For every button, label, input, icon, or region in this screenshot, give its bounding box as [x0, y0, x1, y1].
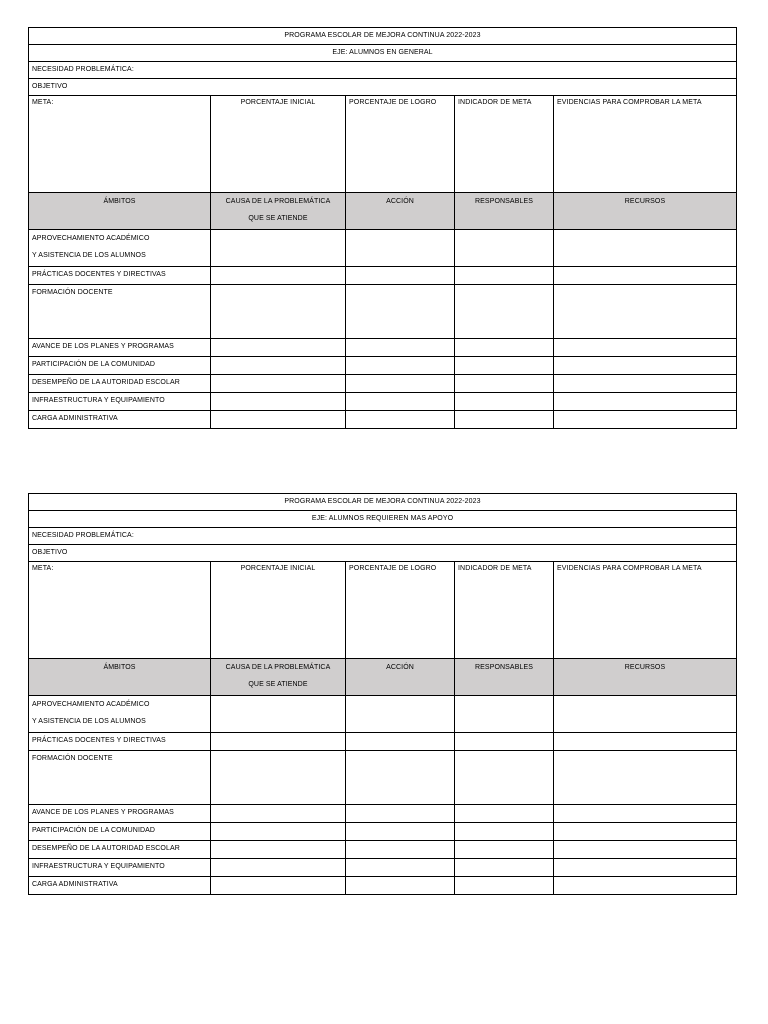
ambito-label: PARTICIPACIÓN DE LA COMUNIDAD — [29, 357, 211, 375]
ambito-label: INFRAESTRUCTURA Y EQUIPAMIENTO — [29, 393, 211, 411]
input-cell[interactable] — [346, 285, 455, 339]
input-cell[interactable] — [211, 733, 346, 751]
table-row — [29, 859, 737, 877]
input-cell[interactable] — [346, 841, 455, 859]
ambito-label: AVANCE DE LOS PLANES Y PROGRAMAS — [29, 339, 211, 357]
program-form-mas-apoyo — [28, 493, 737, 895]
input-cell[interactable] — [346, 411, 455, 429]
table-row — [29, 751, 737, 805]
input-cell[interactable] — [554, 841, 737, 859]
table-row — [29, 877, 737, 895]
necesidad-field[interactable]: NECESIDAD PROBLEMÁTICA: — [29, 62, 737, 79]
table-row — [29, 823, 737, 841]
ambito-label — [29, 696, 211, 733]
porcentaje-inicial-cell[interactable]: PORCENTAJE INICIAL — [211, 96, 346, 193]
eje-label: EJE: ALUMNOS REQUIEREN MAS APOYO — [29, 511, 737, 528]
input-cell[interactable] — [554, 357, 737, 375]
ambito-label: PRÁCTICAS DOCENTES Y DIRECTIVAS — [29, 267, 211, 285]
table-row — [29, 393, 737, 411]
header-responsables: RESPONSABLES — [455, 193, 554, 230]
input-cell[interactable] — [346, 859, 455, 877]
header-recursos: RECURSOS — [554, 659, 737, 696]
ambito-line2: Y ASISTENCIA DE LOS ALUMNOS — [32, 718, 146, 725]
ambito-label: FORMACIÓN DOCENTE — [29, 751, 211, 805]
ambito-label: DESEMPEÑO DE LA AUTORIDAD ESCOLAR — [29, 841, 211, 859]
input-cell[interactable] — [346, 375, 455, 393]
table-row — [29, 375, 737, 393]
input-cell[interactable] — [554, 339, 737, 357]
ambito-line1: APROVECHAMIENTO ACADÉMICO — [32, 235, 150, 242]
input-cell[interactable] — [346, 877, 455, 895]
program-form-general — [28, 27, 737, 429]
table-row — [29, 733, 737, 751]
porcentaje-logro-cell[interactable]: PORCENTAJE DE LOGRO — [346, 562, 455, 659]
input-cell[interactable] — [455, 823, 554, 841]
input-cell[interactable] — [346, 696, 455, 733]
evidencias-cell[interactable]: EVIDENCIAS PARA COMPROBAR LA META — [554, 562, 737, 659]
ambito-label — [29, 230, 211, 267]
header-accion: ACCIÓN — [346, 659, 455, 696]
eje-label: EJE: ALUMNOS EN GENERAL — [29, 45, 737, 62]
header-causa — [211, 659, 346, 696]
ambito-label: CARGA ADMINISTRATIVA — [29, 877, 211, 895]
header-ambitos: ÁMBITOS — [29, 193, 211, 230]
header-causa-line2: QUE SE ATIENDE — [248, 215, 308, 222]
table-row — [29, 841, 737, 859]
table-row — [29, 339, 737, 357]
table-row — [29, 411, 737, 429]
input-cell[interactable] — [455, 751, 554, 805]
table-row — [29, 230, 737, 267]
ambito-label: AVANCE DE LOS PLANES Y PROGRAMAS — [29, 805, 211, 823]
input-cell[interactable] — [455, 733, 554, 751]
ambito-label: PARTICIPACIÓN DE LA COMUNIDAD — [29, 823, 211, 841]
input-cell[interactable] — [211, 877, 346, 895]
ambito-label: INFRAESTRUCTURA Y EQUIPAMIENTO — [29, 859, 211, 877]
input-cell[interactable] — [554, 267, 737, 285]
input-cell[interactable] — [211, 267, 346, 285]
input-cell[interactable] — [211, 393, 346, 411]
input-cell[interactable] — [346, 230, 455, 267]
table-row — [29, 805, 737, 823]
input-cell[interactable] — [455, 230, 554, 267]
ambito-label: FORMACIÓN DOCENTE — [29, 285, 211, 339]
input-cell[interactable] — [346, 339, 455, 357]
header-responsables: RESPONSABLES — [455, 659, 554, 696]
input-cell[interactable] — [211, 805, 346, 823]
input-cell[interactable] — [554, 823, 737, 841]
input-cell[interactable] — [455, 411, 554, 429]
table-row — [29, 285, 737, 339]
input-cell[interactable] — [346, 393, 455, 411]
input-cell[interactable] — [554, 393, 737, 411]
header-recursos: RECURSOS — [554, 193, 737, 230]
header-accion: ACCIÓN — [346, 193, 455, 230]
header-causa-line1: CAUSA DE LA PROBLEMÁTICA — [225, 198, 331, 205]
necesidad-field[interactable]: NECESIDAD PROBLEMÁTICA: — [29, 528, 737, 545]
indicador-meta-cell[interactable]: INDICADOR DE META — [455, 562, 554, 659]
input-cell[interactable] — [211, 696, 346, 733]
form-title: PROGRAMA ESCOLAR DE MEJORA CONTINUA 2022-2023 — [29, 494, 737, 511]
input-cell[interactable] — [211, 230, 346, 267]
input-cell[interactable] — [346, 805, 455, 823]
ambito-line2: Y ASISTENCIA DE LOS ALUMNOS — [32, 252, 146, 259]
ambito-label: DESEMPEÑO DE LA AUTORIDAD ESCOLAR — [29, 375, 211, 393]
input-cell[interactable] — [554, 733, 737, 751]
input-cell[interactable] — [455, 696, 554, 733]
input-cell[interactable] — [554, 285, 737, 339]
input-cell[interactable] — [346, 267, 455, 285]
input-cell[interactable] — [455, 375, 554, 393]
input-cell[interactable] — [211, 859, 346, 877]
porcentaje-inicial-cell[interactable]: PORCENTAJE INICIAL — [211, 562, 346, 659]
input-cell[interactable] — [554, 411, 737, 429]
form-title: PROGRAMA ESCOLAR DE MEJORA CONTINUA 2022-2023 — [29, 28, 737, 45]
input-cell[interactable] — [346, 733, 455, 751]
evidencias-cell[interactable]: EVIDENCIAS PARA COMPROBAR LA META — [554, 96, 737, 193]
objetivo-field[interactable]: OBJETIVO — [29, 79, 737, 96]
meta-cell[interactable]: META: — [29, 96, 211, 193]
input-cell[interactable] — [211, 285, 346, 339]
header-causa — [211, 193, 346, 230]
input-cell[interactable] — [346, 357, 455, 375]
input-cell[interactable] — [554, 230, 737, 267]
objetivo-field[interactable]: OBJETIVO — [29, 545, 737, 562]
input-cell[interactable] — [455, 285, 554, 339]
input-cell[interactable] — [554, 859, 737, 877]
header-causa-line2: QUE SE ATIENDE — [248, 681, 308, 688]
input-cell[interactable] — [455, 357, 554, 375]
indicador-meta-cell[interactable]: INDICADOR DE META — [455, 96, 554, 193]
header-causa-line1: CAUSA DE LA PROBLEMÁTICA — [225, 664, 331, 671]
porcentaje-logro-cell[interactable]: PORCENTAJE DE LOGRO — [346, 96, 455, 193]
input-cell[interactable] — [211, 411, 346, 429]
input-cell[interactable] — [211, 375, 346, 393]
meta-cell[interactable]: META: — [29, 562, 211, 659]
input-cell[interactable] — [455, 859, 554, 877]
ambito-label: PRÁCTICAS DOCENTES Y DIRECTIVAS — [29, 733, 211, 751]
input-cell[interactable] — [554, 375, 737, 393]
input-cell[interactable] — [554, 805, 737, 823]
input-cell[interactable] — [211, 823, 346, 841]
input-cell[interactable] — [455, 841, 554, 859]
table-row — [29, 696, 737, 733]
input-cell[interactable] — [211, 841, 346, 859]
input-cell[interactable] — [455, 339, 554, 357]
input-cell[interactable] — [346, 823, 455, 841]
input-cell[interactable] — [211, 751, 346, 805]
header-ambitos: ÁMBITOS — [29, 659, 211, 696]
input-cell[interactable] — [455, 805, 554, 823]
input-cell[interactable] — [455, 393, 554, 411]
table-row — [29, 357, 737, 375]
table-row — [29, 267, 737, 285]
input-cell[interactable] — [554, 696, 737, 733]
input-cell[interactable] — [346, 751, 455, 805]
input-cell[interactable] — [455, 877, 554, 895]
input-cell[interactable] — [211, 339, 346, 357]
ambito-line1: APROVECHAMIENTO ACADÉMICO — [32, 701, 150, 708]
input-cell[interactable] — [455, 267, 554, 285]
input-cell[interactable] — [211, 357, 346, 375]
input-cell[interactable] — [554, 751, 737, 805]
ambito-label: CARGA ADMINISTRATIVA — [29, 411, 211, 429]
input-cell[interactable] — [554, 877, 737, 895]
